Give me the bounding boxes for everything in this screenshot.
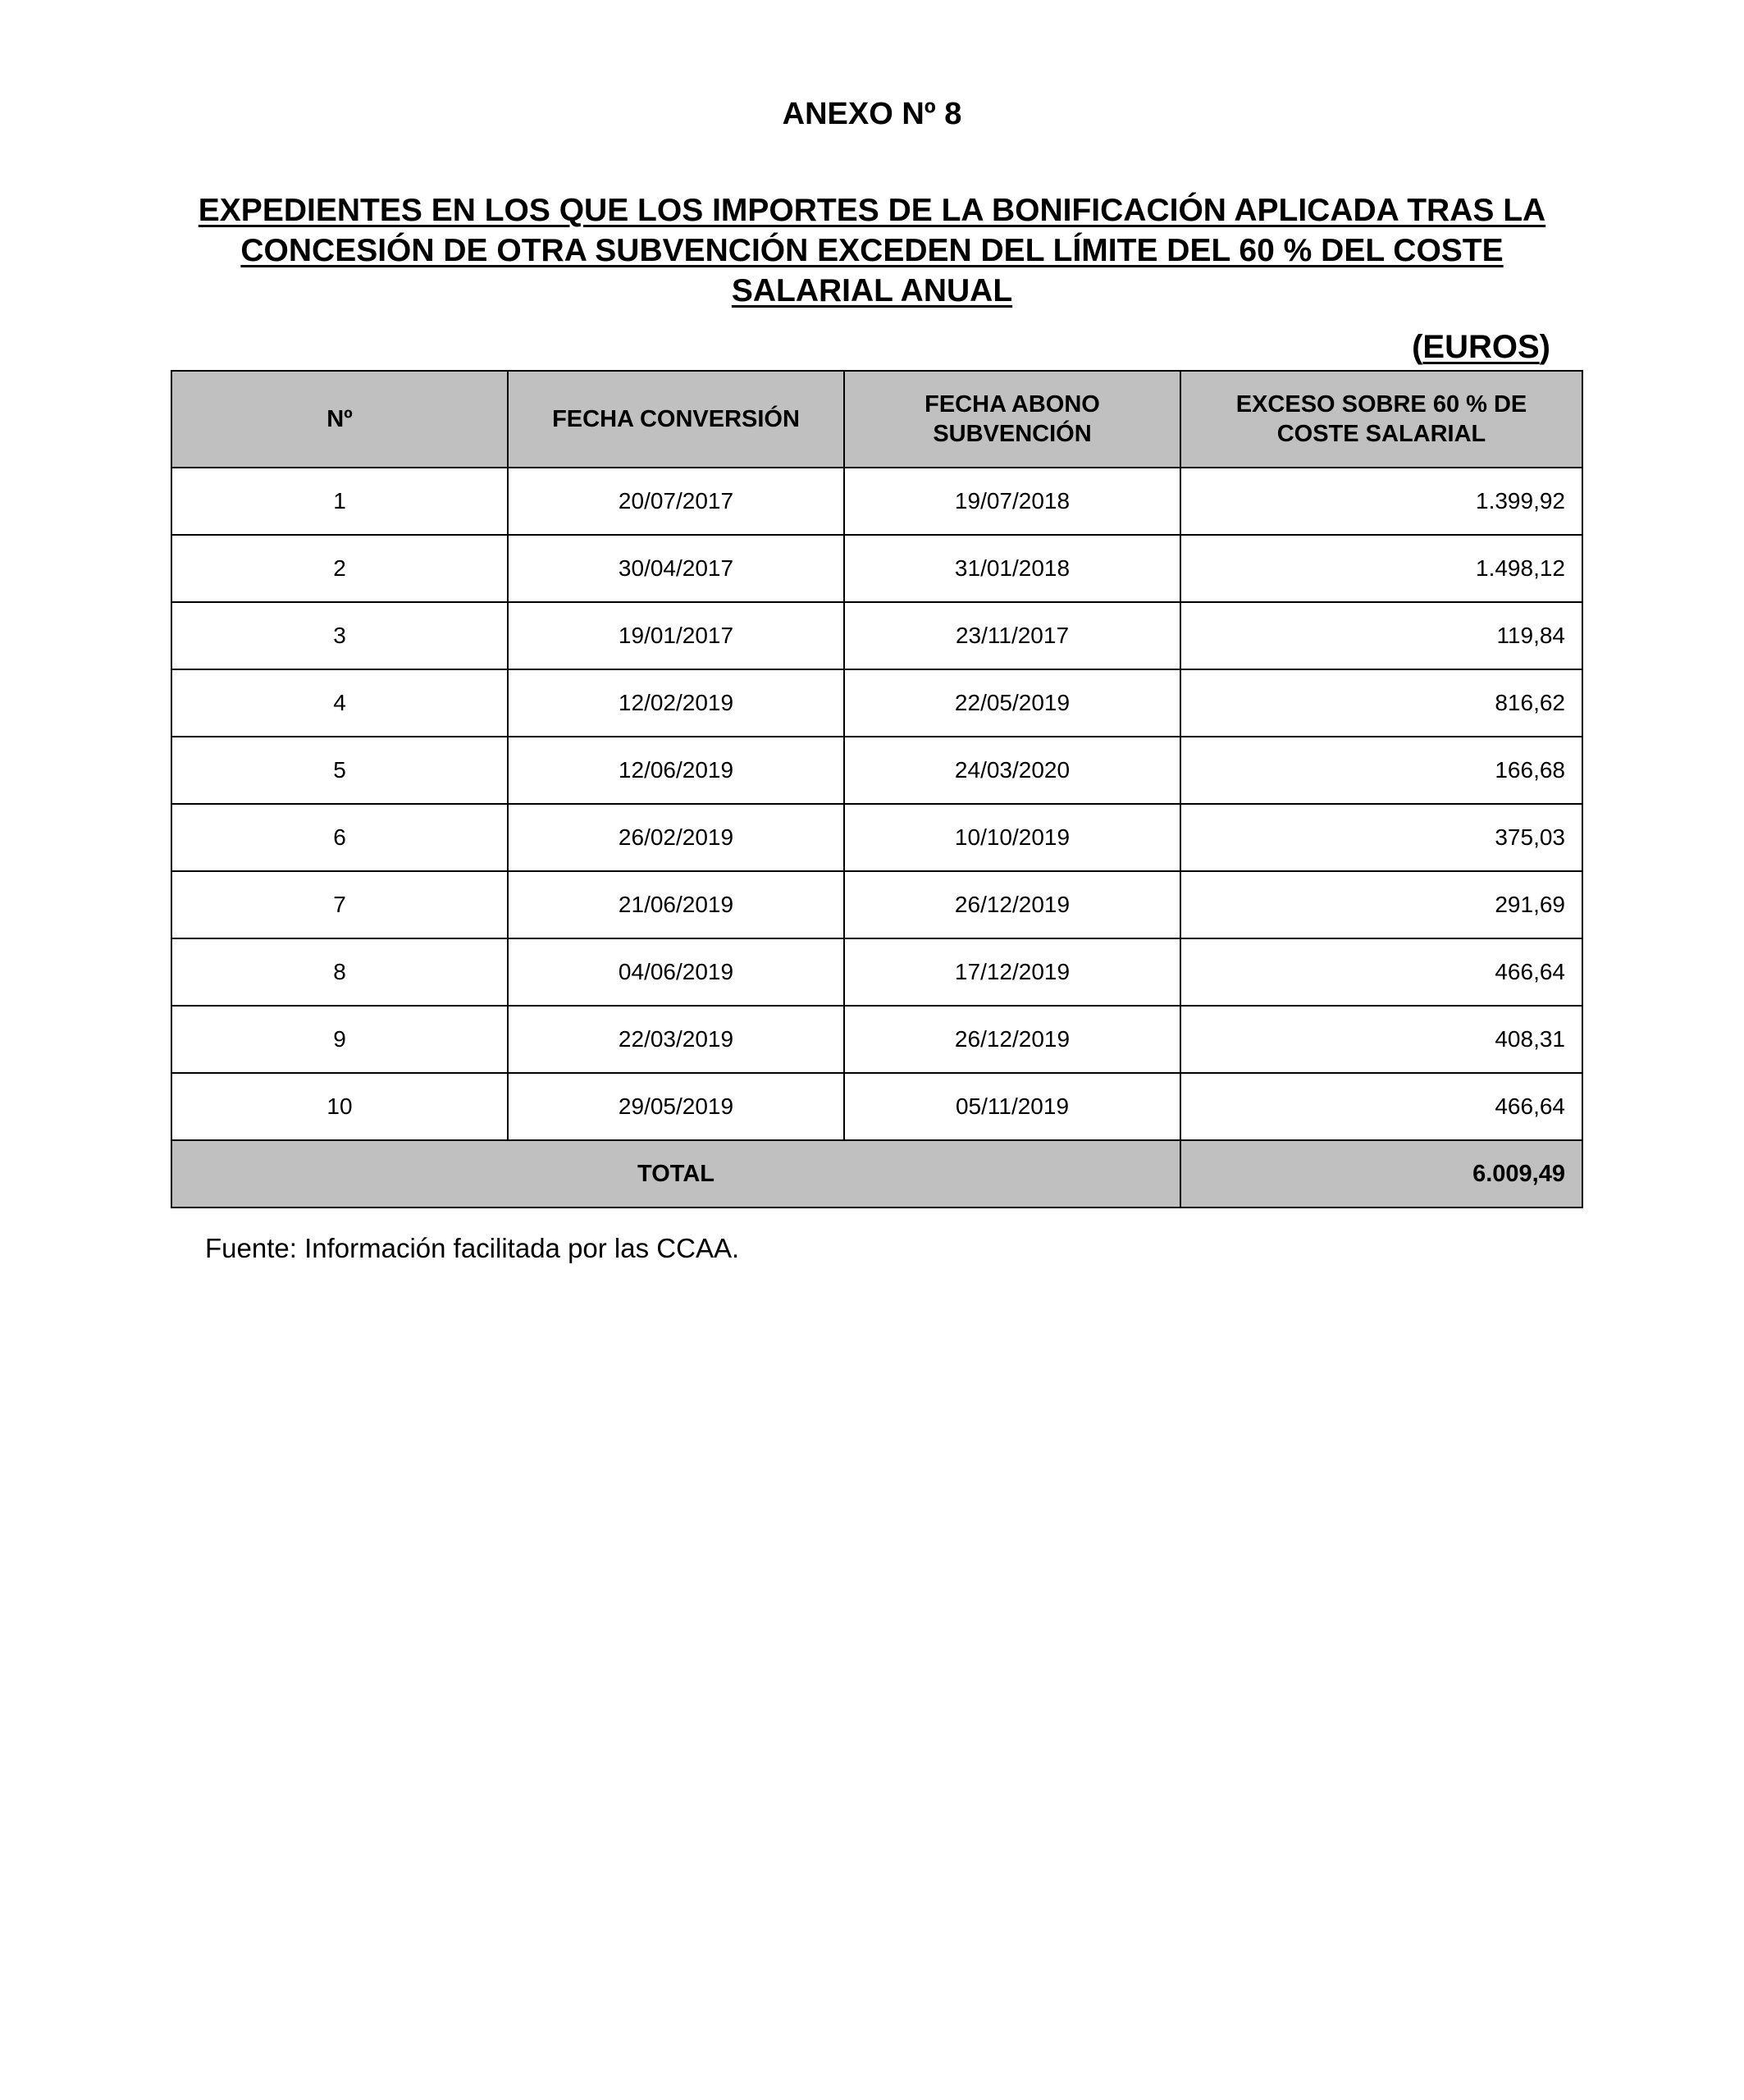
expedientes-table [171,370,1583,1208]
header-row [171,371,1582,468]
cell-exceso: 1.399,92 [1180,468,1582,535]
cell-fecha-conversion: 29/05/2019 [508,1073,844,1140]
cell-no: 2 [171,535,508,602]
cell-no: 6 [171,804,508,871]
total-row [171,1140,1582,1208]
cell-no: 7 [171,871,508,938]
cell-no: 8 [171,938,508,1006]
header-fecha-abono-line-1: FECHA ABONO [925,391,1100,418]
source-note: Fuente: Información facilitada por las CCAA. [205,1233,740,1263]
table-row [171,1073,1582,1140]
header-fecha-abono [844,371,1180,468]
heading-line-3: SALARIAL ANUAL [731,273,1013,308]
units-open-paren: ( [1412,329,1423,365]
currency-units-label [1354,326,1550,368]
cell-exceso: 408,31 [1180,1006,1582,1073]
cell-fecha-conversion: 30/04/2017 [508,535,844,602]
cell-fecha-abono: 19/07/2018 [844,468,1180,535]
cell-exceso: 166,68 [1180,737,1582,804]
cell-fecha-conversion: 26/02/2019 [508,804,844,871]
cell-fecha-abono: 05/11/2019 [844,1073,1180,1140]
cell-fecha-conversion: 12/02/2019 [508,669,844,737]
table-row [171,804,1582,871]
cell-fecha-abono: 22/05/2019 [844,669,1180,737]
table-row [171,602,1582,669]
cell-fecha-conversion: 12/06/2019 [508,737,844,804]
header-no: Nº [171,371,508,468]
cell-fecha-abono: 24/03/2020 [844,737,1180,804]
cell-fecha-abono: 10/10/2019 [844,804,1180,871]
cell-exceso: 466,64 [1180,938,1582,1006]
cell-fecha-abono: 31/01/2018 [844,535,1180,602]
cell-no: 9 [171,1006,508,1073]
annex-title: ANEXO Nº 8 [782,97,962,131]
cell-fecha-conversion: 19/01/2017 [508,602,844,669]
cell-fecha-conversion: 04/06/2019 [508,938,844,1006]
table-row [171,468,1582,535]
document-heading [115,190,1629,311]
header-exceso-line-2: COSTE SALARIAL [1276,421,1486,447]
heading-line-1: EXPEDIENTES EN LOS QUE LOS IMPORTES DE LA BONIFICACIÓN APLICADA TRAS LA [198,193,1546,228]
cell-fecha-abono: 17/12/2019 [844,938,1180,1006]
cell-fecha-conversion: 22/03/2019 [508,1006,844,1073]
units-close-paren: ) [1539,329,1550,365]
cell-fecha-conversion: 21/06/2019 [508,871,844,938]
table-footer [171,1140,1582,1208]
cell-exceso: 119,84 [1180,602,1582,669]
table-row [171,938,1582,1006]
cell-exceso: 1.498,12 [1180,535,1582,602]
header-exceso [1180,371,1582,468]
cell-fecha-conversion: 20/07/2017 [508,468,844,535]
cell-fecha-abono: 23/11/2017 [844,602,1180,669]
total-value: 6.009,49 [1180,1140,1582,1208]
header-fecha-conversion: FECHA CONVERSIÓN [508,371,844,468]
table-row [171,737,1582,804]
cell-exceso: 466,64 [1180,1073,1582,1140]
cell-no: 10 [171,1073,508,1140]
cell-no: 3 [171,602,508,669]
cell-fecha-abono: 26/12/2019 [844,871,1180,938]
table-row [171,535,1582,602]
table-row [171,669,1582,737]
cell-fecha-abono: 26/12/2019 [844,1006,1180,1073]
heading-line-2: CONCESIÓN DE OTRA SUBVENCIÓN EXCEDEN DEL LÍMITE DEL 60 % DEL COSTE [240,233,1504,268]
cell-no: 1 [171,468,508,535]
cell-no: 4 [171,669,508,737]
table-row [171,1006,1582,1073]
units-label: EUROS [1422,329,1540,365]
table-body [171,468,1582,1140]
cell-exceso: 816,62 [1180,669,1582,737]
header-exceso-line-1: EXCESO SOBRE 60 % DE [1235,391,1527,418]
cell-exceso: 291,69 [1180,871,1582,938]
total-label: TOTAL [171,1140,1180,1208]
header-fecha-abono-line-2: SUBVENCIÓN [933,421,1092,447]
cell-no: 5 [171,737,508,804]
table-row [171,871,1582,938]
cell-exceso: 375,03 [1180,804,1582,871]
table-header [171,371,1582,468]
